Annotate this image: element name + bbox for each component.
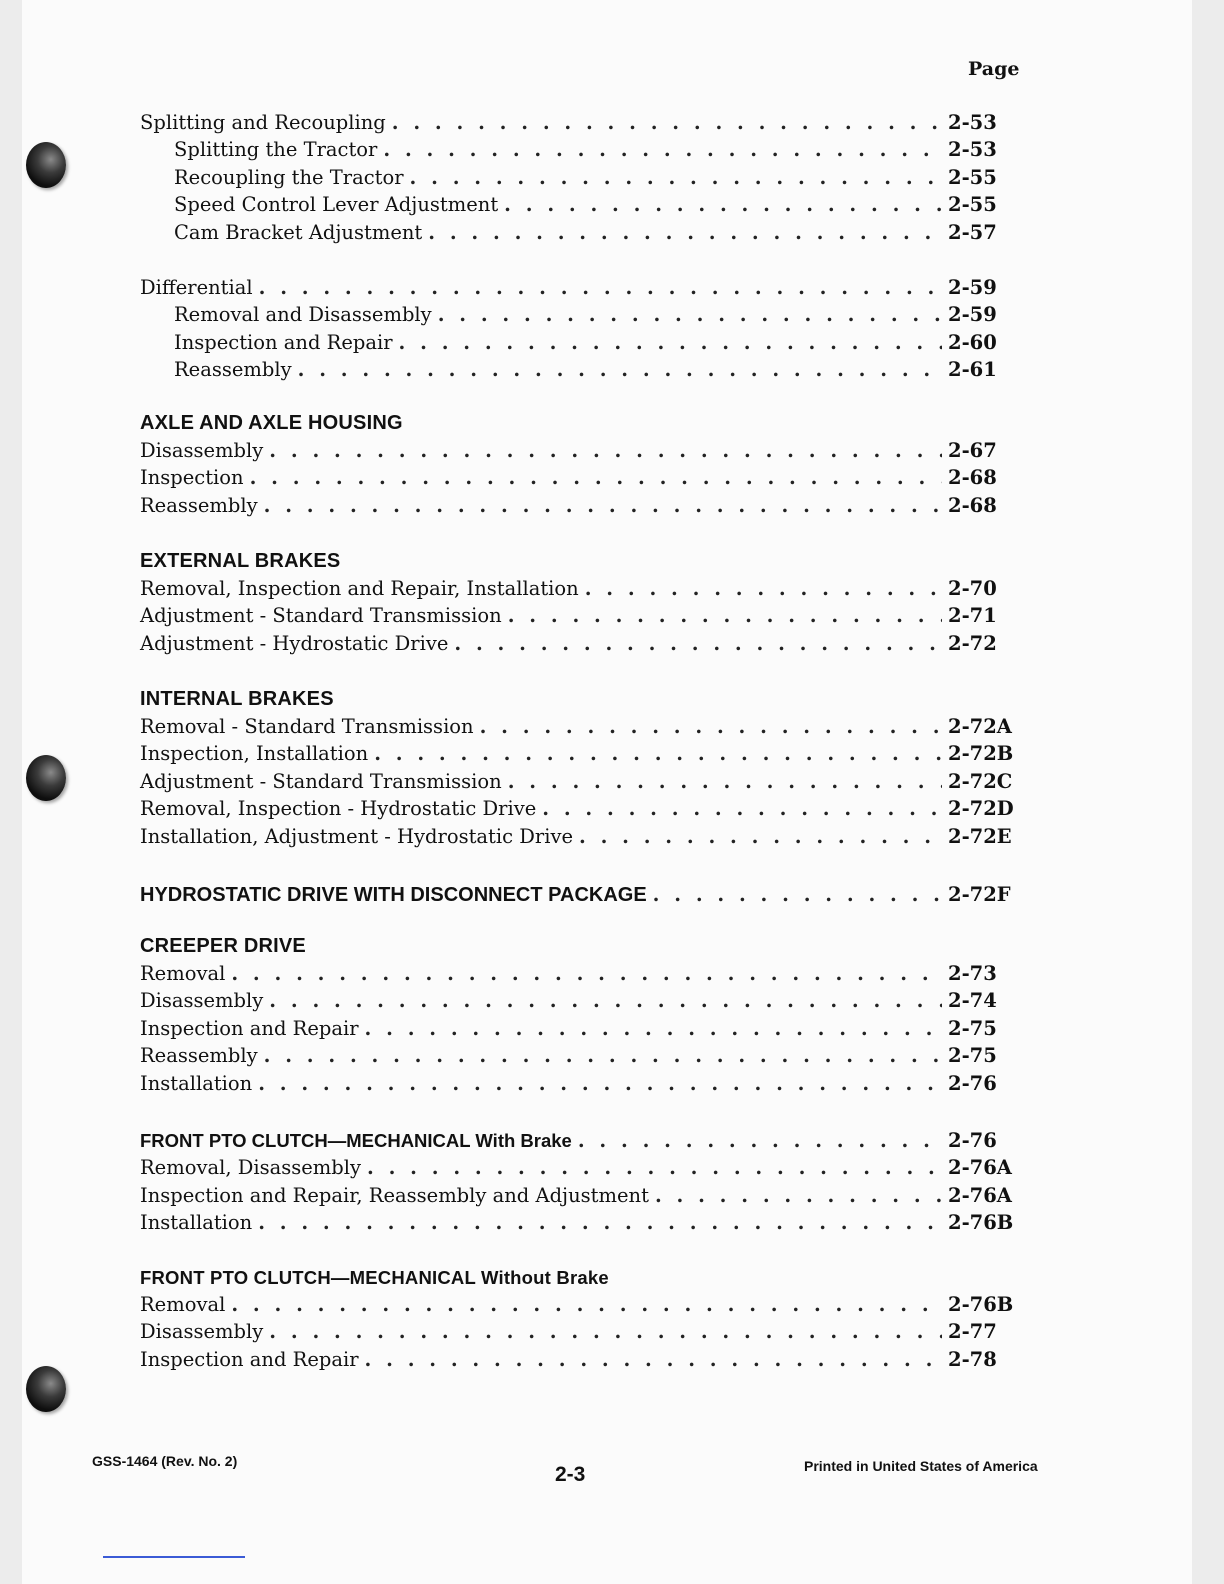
- dot-leader: [264, 492, 942, 519]
- toc-entry-page: 2-76B: [948, 1293, 1014, 1316]
- toc-entry-page: 2-70: [948, 577, 997, 600]
- punch-hole-bottom: [26, 1366, 66, 1412]
- toc-entry-page: 2-77: [948, 1320, 997, 1344]
- dot-leader: [585, 575, 942, 602]
- toc-entry-page: 2-71: [948, 604, 997, 628]
- toc-entry-page: 2-72C: [948, 769, 1013, 793]
- toc-entry: [140, 1015, 1020, 1042]
- toc-entry: [140, 630, 1020, 657]
- toc-entry-label: Removal - Standard Transmission: [140, 715, 474, 738]
- dot-leader: [374, 740, 942, 767]
- toc-section-axle: [140, 410, 1020, 519]
- toc-entry-page: 2-72F: [948, 883, 1011, 906]
- dot-leader: [250, 464, 942, 491]
- dot-leader: [410, 164, 942, 191]
- toc-entry-label: Inspection and Repair: [140, 1016, 359, 1040]
- toc-entry: [140, 464, 1020, 491]
- toc-entry-page: 2-72A: [948, 715, 1012, 738]
- toc-entry-label: Reassembly: [140, 493, 258, 517]
- dot-leader: [231, 1291, 942, 1318]
- document-number: GSS-1464 (Rev. No. 2): [92, 1453, 238, 1469]
- toc-entry: [140, 356, 1020, 383]
- toc-entry-label: Adjustment - Hydrostatic Drive: [140, 631, 449, 655]
- toc-entry-page: 2-67: [948, 439, 997, 462]
- dot-leader: [579, 823, 942, 850]
- toc-entry: [140, 1042, 1020, 1069]
- toc-entry-label: Disassembly: [140, 989, 264, 1013]
- toc-section-external-brakes: [140, 548, 1020, 657]
- dot-leader: [653, 881, 942, 908]
- page-number: 2-3: [555, 1463, 586, 1486]
- toc-entry-page: 2-68: [948, 493, 997, 517]
- toc-entry: [140, 713, 1020, 740]
- toc-entry-page: 2-59: [948, 303, 997, 327]
- dot-leader: [542, 795, 942, 822]
- toc-entry-page: 2-59: [948, 276, 997, 299]
- toc-entry-page: 2-78: [948, 1347, 997, 1371]
- toc-entry-page: 2-75: [948, 1016, 997, 1040]
- toc-entry-label: Disassembly: [140, 1320, 264, 1344]
- dot-leader: [269, 437, 942, 464]
- toc-entry: [140, 1318, 1020, 1345]
- toc-entry-page: 2-68: [948, 466, 997, 490]
- toc-section-creeper: [140, 933, 1020, 1097]
- toc-entry: [140, 795, 1020, 822]
- toc-entry-label: Adjustment - Standard Transmission: [140, 604, 502, 628]
- toc-entry: [140, 823, 1020, 850]
- toc-entry: [140, 768, 1020, 795]
- dot-leader: [258, 1070, 942, 1097]
- dot-leader: [383, 136, 942, 163]
- toc-entry-label: Cam Bracket Adjustment: [174, 220, 423, 244]
- toc-entry: [140, 1154, 1020, 1181]
- toc-entry-page: 2-61: [948, 358, 997, 382]
- toc-entry-page: 2-72: [948, 631, 997, 655]
- toc-entry-page: 2-76: [948, 1071, 997, 1095]
- dot-leader: [480, 713, 942, 740]
- dot-leader: [438, 301, 942, 328]
- toc-section-splitting: [140, 109, 1020, 246]
- toc-entry: [140, 109, 1020, 136]
- dot-leader: [365, 1346, 942, 1373]
- toc-entry-page: 2-57: [948, 220, 997, 244]
- toc-entry-page: 2-75: [948, 1044, 997, 1068]
- toc-entry: [140, 1070, 1020, 1097]
- toc-entry-label: Differential: [140, 276, 253, 299]
- toc-entry-page: 2-72E: [948, 824, 1012, 848]
- toc-entry-page: 2-53: [948, 138, 997, 162]
- toc-entry: [140, 219, 1020, 246]
- section-heading: CREEPER DRIVE: [140, 935, 306, 957]
- toc-entry-label: Installation: [140, 1211, 253, 1235]
- toc-entry-page: 2-55: [948, 165, 997, 189]
- toc-entry-label: Splitting and Recoupling: [140, 111, 386, 134]
- dot-leader: [365, 1015, 942, 1042]
- toc-section-internal-brakes: [140, 686, 1020, 850]
- dot-leader: [231, 960, 942, 987]
- punch-hole-middle: [26, 755, 66, 801]
- toc-entry: [140, 1346, 1020, 1373]
- toc-entry-page: 2-55: [948, 193, 997, 217]
- toc-entry-label: Disassembly: [140, 439, 264, 462]
- toc-entry: [140, 437, 1020, 464]
- toc-entry-page: 2-72B: [948, 742, 1014, 766]
- toc-entry-label: Removal: [140, 1293, 226, 1316]
- toc-entry-page: 2-53: [948, 111, 997, 134]
- toc-entry: [140, 740, 1020, 767]
- toc-entry-label: Installation: [140, 1071, 253, 1095]
- toc-entry: [140, 881, 1020, 908]
- toc-entry-page: 2-76A: [948, 1156, 1012, 1180]
- punch-hole-top: [26, 142, 66, 188]
- toc-entry-page: 2-73: [948, 962, 997, 985]
- toc-section-front-pto-with-brake: [140, 1127, 1020, 1237]
- dot-leader: [264, 1042, 942, 1069]
- dot-leader: [454, 630, 942, 657]
- toc-entry-page: 2-76: [948, 1129, 997, 1152]
- toc-section-differential: [140, 274, 1020, 384]
- toc-entry-page: 2-76A: [948, 1183, 1012, 1207]
- toc-entry: [140, 191, 1020, 218]
- toc-entry-label: Adjustment - Standard Transmission: [140, 769, 502, 793]
- toc-entry-label: Speed Control Lever Adjustment: [174, 193, 499, 217]
- document-page: [22, 0, 1192, 1584]
- dot-leader: [298, 356, 942, 383]
- dot-leader: [428, 219, 942, 246]
- toc-entry: [140, 1127, 1020, 1154]
- toc-entry-page: 2-72D: [948, 797, 1014, 821]
- dot-leader: [392, 109, 942, 136]
- dot-leader: [399, 329, 942, 356]
- toc-entry-label: FRONT PTO CLUTCH—MECHANICAL With Brake: [140, 1130, 572, 1151]
- dot-leader: [269, 987, 942, 1014]
- toc-entry-label: HYDROSTATIC DRIVE WITH DISCONNECT PACKAGE: [140, 884, 647, 906]
- dot-leader: [578, 1127, 942, 1154]
- toc-entry-label: Removal, Disassembly: [140, 1156, 362, 1180]
- scan-edge-mark: [103, 1556, 245, 1558]
- toc-entry-label: Reassembly: [140, 1044, 258, 1068]
- toc-entry-label: Installation, Adjustment - Hydrostatic Drive: [140, 824, 573, 848]
- toc-entry-page: 2-60: [948, 330, 997, 354]
- toc-entry: [140, 575, 1020, 602]
- dot-leader: [269, 1318, 942, 1345]
- dot-leader: [508, 602, 942, 629]
- toc-entry: [140, 1182, 1020, 1209]
- toc-entry: [140, 960, 1020, 987]
- toc-entry-label: Inspection, Installation: [140, 742, 369, 766]
- toc-entry-label: Removal: [140, 962, 226, 985]
- toc-entry-label: Inspection: [140, 466, 244, 490]
- printed-notice: Printed in United States of America: [804, 1458, 1038, 1474]
- toc-entry-label: Removal and Disassembly: [174, 303, 432, 327]
- toc-entry: [140, 492, 1020, 519]
- toc-entry-label: Splitting the Tractor: [174, 138, 378, 162]
- toc-entry-page: 2-74: [948, 989, 997, 1013]
- toc-entry: [140, 602, 1020, 629]
- toc-entry-label: Inspection and Repair: [140, 1347, 359, 1371]
- toc-entry: [140, 1291, 1020, 1318]
- toc-entry: [140, 329, 1020, 356]
- toc-entry: [140, 987, 1020, 1014]
- toc-entry-label: Inspection and Repair: [174, 330, 393, 354]
- toc-entry-label: Removal, Inspection and Repair, Installation: [140, 577, 579, 600]
- toc-entry: [140, 1209, 1020, 1236]
- toc-entry-page: 2-76B: [948, 1211, 1014, 1235]
- toc-section-hydrostatic: [140, 881, 1020, 908]
- page-column-label: Page: [968, 58, 1020, 80]
- section-heading: INTERNAL BRAKES: [140, 688, 334, 710]
- toc-section-front-pto-without-brake: [140, 1264, 1020, 1373]
- toc-entry-label: Inspection and Repair, Reassembly and Adjustment: [140, 1183, 649, 1207]
- toc-entry: [140, 164, 1020, 191]
- section-heading: AXLE AND AXLE HOUSING: [140, 412, 403, 434]
- dot-leader: [508, 768, 942, 795]
- toc-entry: [140, 136, 1020, 163]
- toc-entry: [140, 274, 1020, 301]
- toc-entry: [140, 301, 1020, 328]
- section-heading: FRONT PTO CLUTCH—MECHANICAL Without Brake: [140, 1267, 609, 1288]
- dot-leader: [655, 1182, 942, 1209]
- dot-leader: [504, 191, 942, 218]
- toc-entry-label: Recoupling the Tractor: [174, 165, 404, 189]
- dot-leader: [258, 1209, 942, 1236]
- dot-leader: [367, 1154, 942, 1181]
- dot-leader: [259, 274, 942, 301]
- toc-entry-label: Reassembly: [174, 358, 292, 382]
- section-heading: EXTERNAL BRAKES: [140, 550, 341, 572]
- toc-entry-label: Removal, Inspection - Hydrostatic Drive: [140, 797, 537, 821]
